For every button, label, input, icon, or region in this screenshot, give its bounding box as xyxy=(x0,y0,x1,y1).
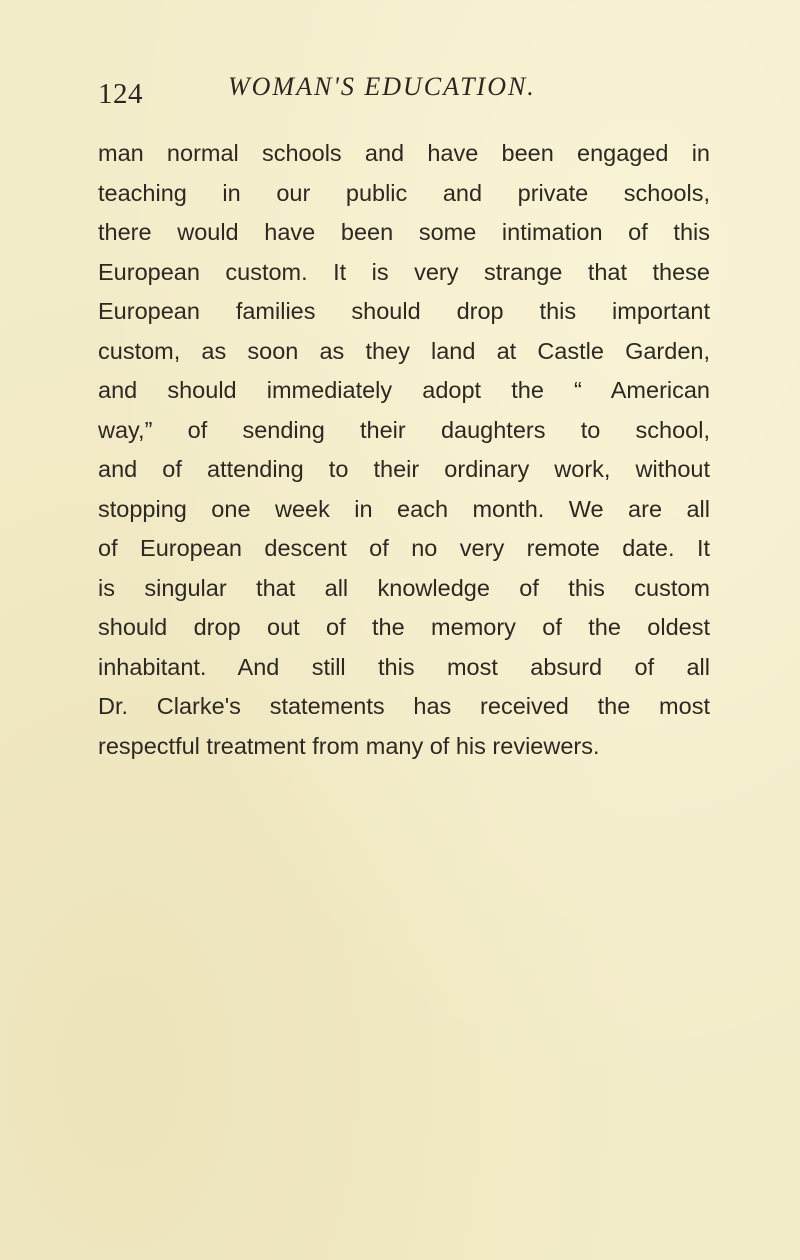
text-line: stopping one week in each month. We are all xyxy=(98,495,710,522)
page-number: 124 xyxy=(98,78,143,110)
text-line: way,” of sending their daughters to school, xyxy=(98,416,710,443)
text-line: and should immediately adopt the “ American xyxy=(98,377,710,403)
text-line-last: respectful treatment from many of his reviewers. xyxy=(98,732,600,759)
text-line: European families should drop this important xyxy=(98,298,710,324)
text-line: Dr. Clarke's statements has received the most xyxy=(98,693,710,719)
body-paragraph xyxy=(98,134,710,766)
page-header xyxy=(98,72,718,112)
text-line: European custom. It is very strange that these xyxy=(98,258,710,285)
text-line: of European descent of no very remote date. It xyxy=(98,535,710,561)
text-line: custom, as soon as they land at Castle Garden, xyxy=(98,337,710,364)
text-line: teaching in our public and private schools, xyxy=(98,179,710,206)
text-line: inhabitant. And still this most absurd of all xyxy=(98,653,710,680)
text-line: should drop out of the memory of the oldest xyxy=(98,614,710,640)
text-line: man normal schools and have been engaged in xyxy=(98,140,710,166)
text-line: there would have been some intimation of this xyxy=(98,219,710,245)
text-line: and of attending to their ordinary work, without xyxy=(98,456,710,482)
text-line: is singular that all knowledge of this custom xyxy=(98,574,710,601)
running-title: WOMAN'S EDUCATION. xyxy=(228,72,536,101)
